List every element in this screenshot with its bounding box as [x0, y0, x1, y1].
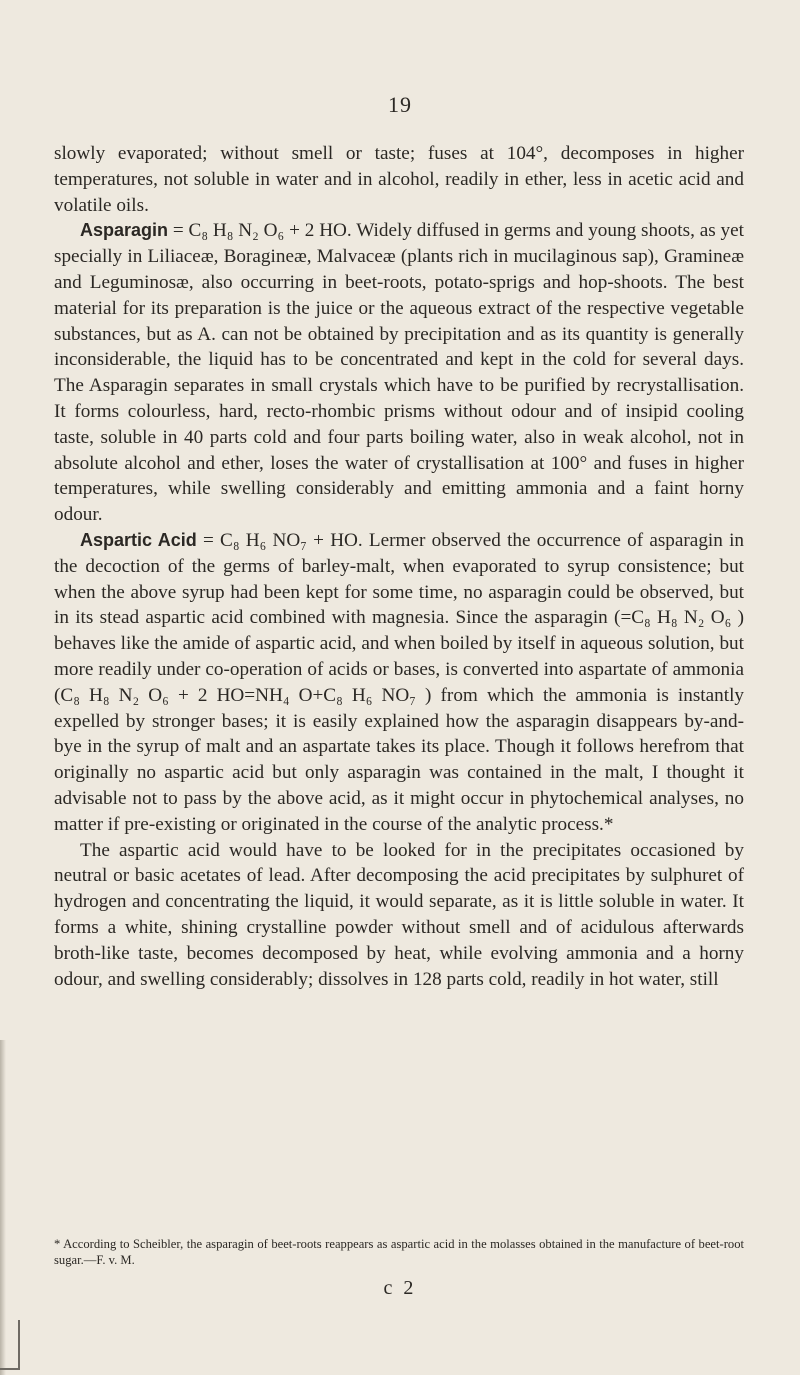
page-edge — [0, 1368, 20, 1370]
page-number: 19 — [388, 92, 412, 117]
entry-term: Aspartic Acid — [80, 529, 197, 550]
footnote: * According to Scheibler, the asparagin of beet-roots reappears as aspartic acid in the molasses obtained in the manufacture of beet-root sugar.—F. v. M. — [54, 1237, 744, 1267]
paragraph-aspartic-precipitates — [54, 838, 744, 993]
paragraph-text: slowly evaporated; without smell or taste; fuses at 104°, decomposes in higher temperatures, not soluble in water and in alcohol, readily in ether, less in acetic acid and volatile oils. — [54, 143, 744, 216]
entry-term: Asparagin — [80, 220, 169, 241]
paragraph-text: The aspartic acid would have to be looked for in the precipitates occasioned by neutral or basic acetates of lead. After decomposing the acid precipitates by sulphuret of hydrogen and concentrating the liquid, it would separate, as it is little soluble in water. It forms a white, shining crystalline powder without smell and of acidulous afterwards broth-like taste, becomes decomposed by heat, while evolving ammonia and a horny odour, and swelling considerably; dissolves in 128 parts cold, readily in hot water, still — [54, 839, 744, 990]
signature-mark: c 2 — [383, 1277, 417, 1299]
paragraph-asparagin — [54, 218, 744, 528]
page-shadow — [0, 1040, 6, 1375]
paragraph-text: = C₈ H₆ NO₇ + HO. Lermer observed the occurrence of asparagin in the decoction of the germs of barley-malt, when evaporated to syrup consistence; but when the above syrup had been kept for some time, no asparagin could be observed, but in its stead aspartic acid combined with magnesia. Since the asparagin (=C₈ H₈ N₂ O₆ ) behaves like the amide of aspartic acid, and when boiled by itself in aqueous solution, but more readily under co-operation of acids or bases, is converted into aspartate of ammonia (C₈ H₈ N₂ O₆ + 2 HO=NH₄ O+C₈ H₆ NO₇ ) from which the ammonia is instantly expelled by stronger bases; it is easily explained how the asparagin disappears by-and-bye in the syrup of malt and an aspartate takes its place. Though it follows herefrom that originally no aspartic acid but only asparagin was contained in the malt, I thought it advisable not to pass by the above acid, as it might occur in phytochemical analyses, no matter if pre-existing or originated in the course of the analytic process.* — [54, 529, 744, 835]
paragraph-aspartic-acid — [54, 528, 744, 838]
page-edge — [18, 1320, 20, 1370]
paragraph-continuation — [54, 141, 744, 218]
body-text — [54, 141, 744, 992]
paragraph-text: = C₈ H₈ N₂ O₆ + 2 HO. Widely diffused in germs and young shoots, as yet specially in Liliaceæ, Boragineæ, Malvaceæ (plants rich in mucilaginous sap), Gramineæ and Leguminosæ, also occurring in beet-roots, potato-sprigs and hop-shoots. The best material for its preparation is the juice or the aqueous extract of the respective vegetable substances, but as A. can not be obtained by precipitation and as its quantity is generally inconsiderable, the liquid has to be concentrated and kept in the cold for several days. The Asparagin separates in small crystals which have to be purified by recrystallisation. It forms colourless, hard, recto-rhombic prisms without odour and of insipid cooling taste, soluble in 40 parts cold and four parts boiling water, also in weak alcohol, not in absolute alcohol and ether, loses the water of crystallisation at 100° and fuses in higher temperatures, while swelling considerably and emitting ammonia and a faint horny odour. — [54, 220, 744, 526]
